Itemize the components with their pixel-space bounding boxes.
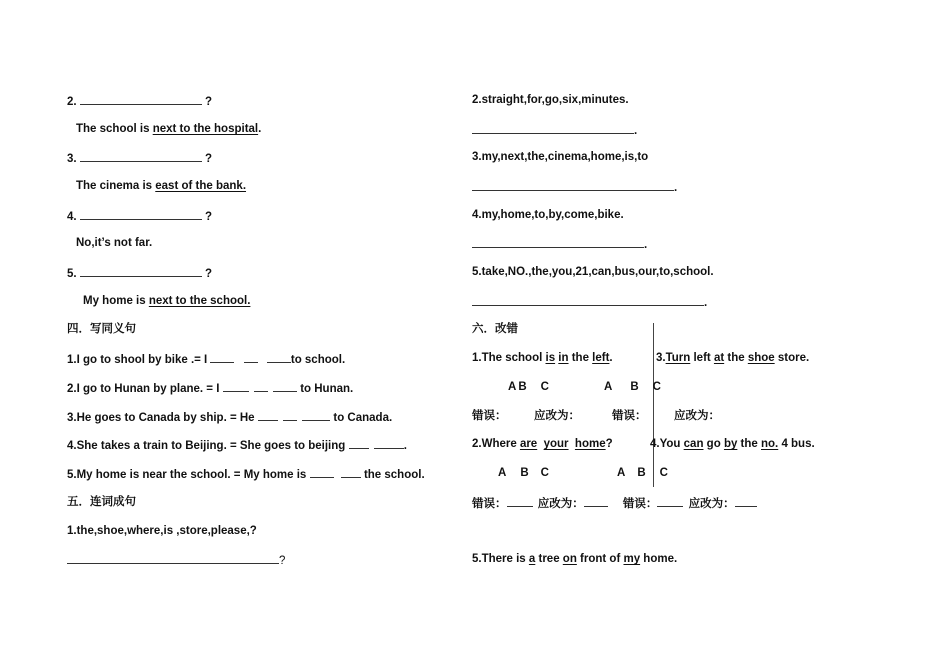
answer-blank[interactable] bbox=[254, 380, 268, 392]
column-divider bbox=[653, 323, 654, 487]
word-order-2-answer: . bbox=[472, 122, 637, 138]
question-number: 4. bbox=[67, 211, 77, 223]
answer-blank[interactable] bbox=[80, 265, 202, 277]
question-number: 5. bbox=[67, 268, 77, 280]
correction-label-3: 应改为： bbox=[674, 410, 720, 422]
answer-blank[interactable] bbox=[657, 495, 683, 507]
word-order-1-answer: ? bbox=[67, 552, 285, 568]
question-mark: ? bbox=[205, 153, 213, 165]
answer-2: The school is next to the hospital. bbox=[76, 123, 262, 135]
answer-blank[interactable] bbox=[80, 150, 202, 162]
error-sentence-1: 1.The school is in the left. bbox=[472, 352, 613, 364]
answer-blank[interactable] bbox=[310, 466, 334, 478]
question-mark: ? bbox=[205, 96, 213, 108]
word-order-3-answer: . bbox=[472, 179, 677, 195]
underlined-phrase: next to the school. bbox=[148, 295, 251, 307]
answer-blank[interactable] bbox=[273, 380, 297, 392]
answer-4: No,it’s not far. bbox=[76, 237, 153, 249]
error-label-3: 错误： bbox=[612, 410, 647, 422]
word-order-3: 3.my,next,the,cinema,home,is,to bbox=[472, 151, 649, 163]
answer-blank[interactable] bbox=[584, 495, 608, 507]
question-5 bbox=[67, 265, 212, 281]
choice-letters-2: A B C bbox=[498, 467, 549, 479]
underlined-phrase: next to the hospital bbox=[152, 123, 259, 135]
answer-blank[interactable] bbox=[267, 351, 291, 363]
question-mark: ? bbox=[205, 268, 213, 280]
error-sentence-3: 3.Turn left at the shoe store. bbox=[656, 352, 810, 364]
answer-line[interactable] bbox=[67, 552, 279, 564]
question-mark: ? bbox=[205, 211, 213, 223]
answer-blank[interactable] bbox=[210, 351, 234, 363]
error-answer-row: 错误： 应改为： 错误： 应改为： bbox=[472, 495, 757, 511]
question-number: 2. bbox=[67, 96, 77, 108]
synonym-5: 5.My home is near the school. = My home is the school. bbox=[67, 466, 425, 482]
error-label-1: 错误： bbox=[472, 410, 507, 422]
answer-blank[interactable] bbox=[374, 437, 404, 449]
answer-blank[interactable] bbox=[302, 409, 330, 421]
answer-blank[interactable] bbox=[244, 351, 258, 363]
synonym-1: 1.I go to shool by bike .= I to school. bbox=[67, 351, 345, 367]
question-2 bbox=[67, 93, 212, 109]
word-order-2: 2.straight,for,go,six,minutes. bbox=[472, 94, 629, 106]
answer-line[interactable] bbox=[472, 122, 634, 134]
answer-5: My home is next to the school. bbox=[83, 295, 251, 307]
word-order-4-answer: . bbox=[472, 236, 647, 252]
synonym-2: 2.I go to Hunan by plane. = I to Hunan. bbox=[67, 380, 353, 396]
question-number: 3. bbox=[67, 153, 77, 165]
section-6-title: 六．改错 bbox=[472, 323, 518, 335]
answer-blank[interactable] bbox=[80, 93, 202, 105]
choice-letters-1: A B C bbox=[508, 381, 549, 393]
answer-blank[interactable] bbox=[283, 409, 297, 421]
section-5-title: 五．连词成句 bbox=[67, 496, 136, 508]
question-4 bbox=[67, 208, 212, 224]
choice-letters-4: A B C bbox=[617, 467, 668, 479]
section-4-title: 四．写同义句 bbox=[67, 323, 136, 335]
answer-blank[interactable] bbox=[341, 466, 361, 478]
word-order-5-answer: . bbox=[472, 294, 707, 310]
answer-blank[interactable] bbox=[735, 495, 757, 507]
answer-blank[interactable] bbox=[507, 495, 533, 507]
word-order-5: 5.take,NO.,the,you,21,can,bus,our,to,school. bbox=[472, 266, 714, 278]
answer-line[interactable] bbox=[472, 294, 704, 306]
word-order-4: 4.my,home,to,by,come,bike. bbox=[472, 209, 624, 221]
question-3 bbox=[67, 150, 212, 166]
answer-blank[interactable] bbox=[223, 380, 249, 392]
error-sentence-5: 5.There is a tree on front of my home. bbox=[472, 553, 678, 565]
answer-line[interactable] bbox=[472, 236, 644, 248]
word-order-1: 1.the,shoe,where,is ,store,please,? bbox=[67, 525, 257, 537]
synonym-4: 4.She takes a train to Beijing. = She goes to beijing . bbox=[67, 437, 407, 453]
underlined-phrase: east of the bank. bbox=[155, 180, 247, 192]
choice-letters-3: A B C bbox=[604, 381, 661, 393]
error-sentence-4: 4.You can go by the no. 4 bus. bbox=[650, 438, 815, 450]
answer-line[interactable] bbox=[472, 179, 674, 191]
correction-label-1: 应改为： bbox=[534, 410, 580, 422]
answer-blank[interactable] bbox=[258, 409, 278, 421]
answer-blank[interactable] bbox=[349, 437, 369, 449]
answer-3: The cinema is east of the bank. bbox=[76, 180, 247, 192]
answer-blank[interactable] bbox=[80, 208, 202, 220]
error-sentence-2: 2.Where are your home? bbox=[472, 438, 613, 450]
synonym-3: 3.He goes to Canada by ship. = He to Canada. bbox=[67, 409, 392, 425]
